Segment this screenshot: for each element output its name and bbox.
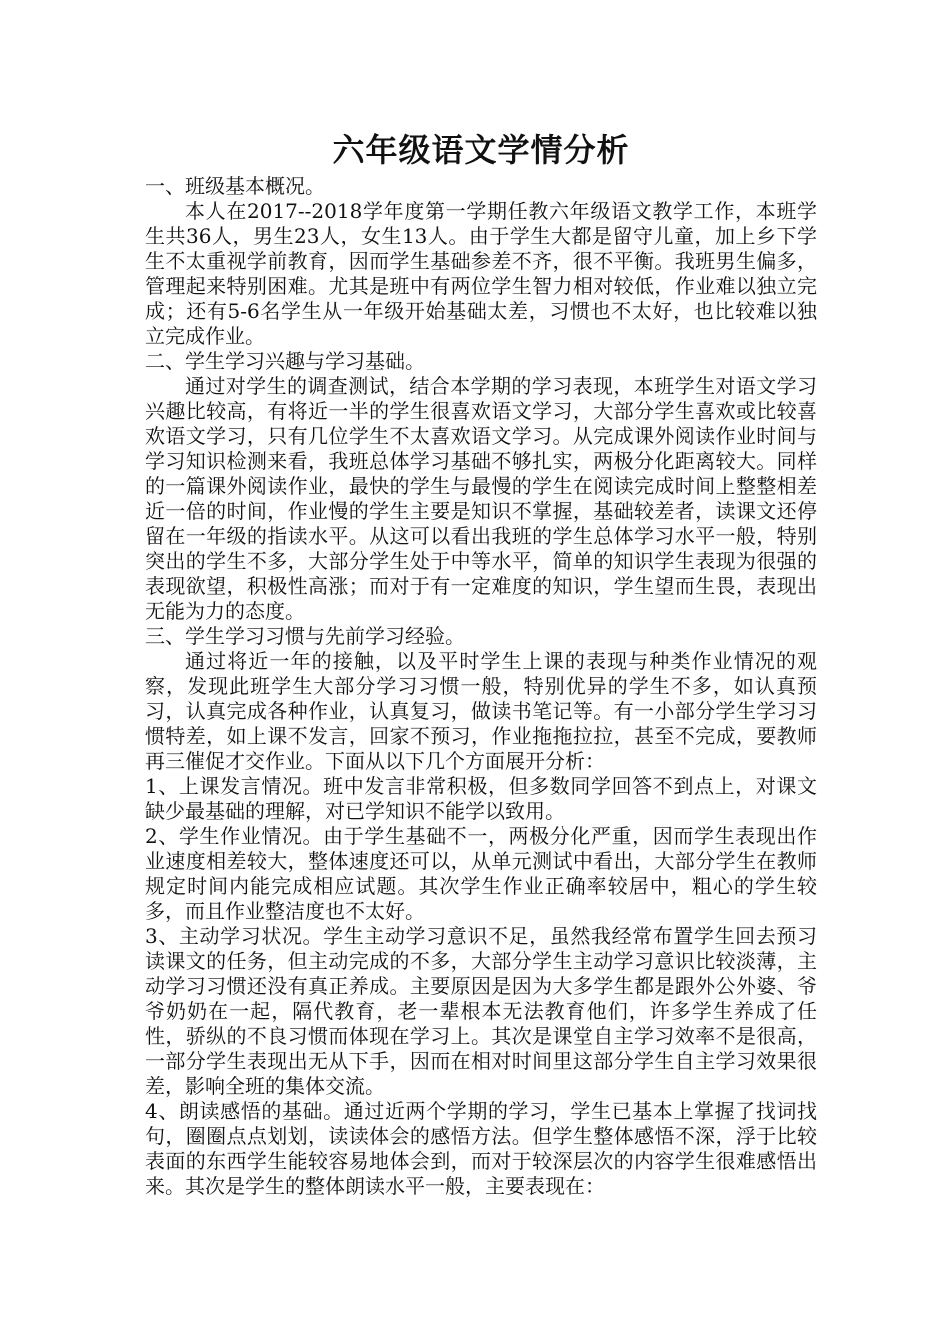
section-2-paragraph: 通过对学生的调查测试，结合本学期的学习表现，本班学生对语文学习兴趣比较高，有将近一半的学生很喜欢语文学习，大部分学生喜欢或比较喜欢语文学习，只有几位学生不太喜欢语文学习。从完成课外阅读作业时间与学习知识检测来看，我班总体学习基础不够扎实，两极分化距离较大。同样的一篇课外阅读作业，最快的学生与最慢的学生在阅读完成时间上整整相差近一倍的时间，作业慢的学生主要是知识不掌握，基础较差者，读课文还停留在一年级的指读水平。从这可以看出我班的学生总体学习水平一般，特别突出的学生不多，大部分学生处于中等水平，简单的知识学生表现为很强的表现欲望，积极性高涨；而对于有一定难度的知识，学生望而生畏，表现出无能为力的态度。 [145, 374, 817, 623]
list-item-1: 1、上课发言情况。班中发言非常积极，但多数同学回答不到点上，对课文缺少最基础的理解，对已学知识不能学以致用。 [145, 774, 817, 823]
section-3-paragraph: 通过将近一年的接触，以及平时学生上课的表现与种类作业情况的观察，发现此班学生大部分学习习惯一般，特别优异的学生不多，如认真预习，认真完成各种作业，认真复习，做读书笔记等。有一小部分学生学习习惯特差，如上课不发言，回家不预习，作业拖拖拉拉，甚至不完成，要教师再三催促才交作业。下面从以下几个方面展开分析： [145, 649, 817, 773]
list-item-2: 2、学生作业情况。由于学生基础不一，两极分化严重，因而学生表现出作业速度相差较大，整体速度还可以，从单元测试中看出，大部分学生在教师规定时间内能完成相应试题。其次学生作业正确率较居中，粗心的学生较多，而且作业整洁度也不太好。 [145, 824, 817, 923]
list-item-3: 3、主动学习状况。学生主动学习意识不足，虽然我经常布置学生回去预习读课文的任务，但主动完成的不多，大部分学生主动学习意识比较淡薄，主动学习习惯还没有真正养成。主要原因是因为大多学生都是跟外公外婆、爷爷奶奶在一起，隔代教育，老一辈根本无法教育他们，许多学生养成了任性，骄纵的不良习惯而体现在学习上。其次是课堂自主学习效率不是很高，一部分学生表现出无从下手，因而在相对时间里这部分学生自主学习效果很差，影响全班的集体交流。 [145, 924, 817, 1098]
document-title: 六年级语文学情分析 [332, 131, 630, 169]
section-heading-1: 一、班级基本概况。 [145, 174, 325, 198]
section-heading-2: 二、学生学习兴趣与学习基础。 [145, 349, 425, 373]
list-item-4: 4、朗读感悟的基础。通过近两个学期的学习，学生已基本上掌握了找词找句，圈圈点点划划，读读体会的感悟方法。但学生整体感悟不深，浮于比较表面的东西学生能较容易地体会到，而对于较深层次的内容学生很难感悟出来。其次是学生的整体朗读水平一般，主要表现在： [145, 1099, 817, 1198]
document-page [145, 128, 817, 1199]
section-heading-3: 三、学生学习习惯与先前学习经验。 [145, 624, 465, 648]
section-1-paragraph: 本人在2017--2018学年度第一学期任教六年级语文教学工作，本班学生共36人，男生23人，女生13人。由于学生大都是留守儿童，加上乡下学生不太重视学前教育，因而学生基础参差不齐，很不平衡。我班男生偏多，管理起来特别困难。尤其是班中有两位学生智力相对较低，作业难以独立完成；还有5-6名学生从一年级开始基础太差，习惯也不太好，也比较难以独立完成作业。 [145, 199, 817, 348]
